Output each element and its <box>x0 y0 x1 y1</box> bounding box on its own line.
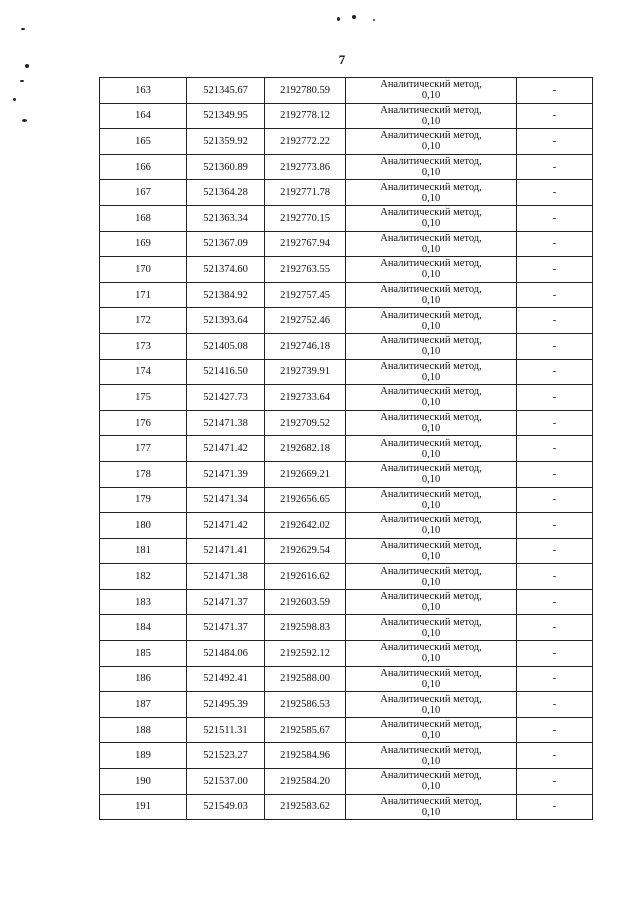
accuracy-value: 0,10 <box>421 295 441 307</box>
table-row <box>100 641 593 667</box>
point-number-cell: 180 <box>100 513 187 539</box>
x-coordinate-cell: 521523.27 <box>187 743 265 769</box>
accuracy-value: 0,10 <box>421 499 441 511</box>
x-coordinate-cell: 521484.06 <box>187 641 265 667</box>
x-coordinate-cell: 521405.08 <box>187 333 265 359</box>
point-number-cell: 178 <box>100 461 187 487</box>
method-cell <box>346 461 517 487</box>
method-label: Аналитический метод, <box>380 386 482 398</box>
x-coordinate-cell: 521471.42 <box>187 436 265 462</box>
x-coordinate-cell: 521471.34 <box>187 487 265 513</box>
note-cell: - <box>517 666 593 692</box>
note-cell: - <box>517 231 593 257</box>
accuracy-value: 0,10 <box>421 371 441 383</box>
x-coordinate-cell: 521349.95 <box>187 103 265 129</box>
method-label: Аналитический метод, <box>380 591 482 603</box>
method-label: Аналитический метод, <box>380 539 482 551</box>
table-row <box>100 282 593 308</box>
accuracy-value: 0,10 <box>421 704 441 716</box>
note-cell: - <box>517 154 593 180</box>
accuracy-value: 0,10 <box>421 218 441 230</box>
method-cell <box>346 487 517 513</box>
point-number-cell: 181 <box>100 538 187 564</box>
accuracy-value: 0,10 <box>421 525 441 537</box>
point-number-cell: 179 <box>100 487 187 513</box>
table-row <box>100 333 593 359</box>
x-coordinate-cell: 521495.39 <box>187 692 265 718</box>
accuracy-value: 0,10 <box>421 397 441 409</box>
note-cell: - <box>517 564 593 590</box>
note-cell: - <box>517 513 593 539</box>
point-number-cell: 167 <box>100 180 187 206</box>
x-coordinate-cell: 521363.34 <box>187 205 265 231</box>
accuracy-value: 0,10 <box>421 602 441 614</box>
y-coordinate-cell: 2192780.59 <box>265 78 346 104</box>
table-row <box>100 487 593 513</box>
point-number-cell: 190 <box>100 769 187 795</box>
point-number-cell: 165 <box>100 129 187 155</box>
accuracy-value: 0,10 <box>421 167 441 179</box>
accuracy-value: 0,10 <box>421 269 441 281</box>
y-coordinate-cell: 2192598.83 <box>265 615 346 641</box>
method-cell <box>346 78 517 104</box>
note-cell: - <box>517 692 593 718</box>
accuracy-value: 0,10 <box>421 90 441 102</box>
method-cell <box>346 282 517 308</box>
x-coordinate-cell: 521360.89 <box>187 154 265 180</box>
point-number-cell: 171 <box>100 282 187 308</box>
x-coordinate-cell: 521471.42 <box>187 513 265 539</box>
method-cell <box>346 615 517 641</box>
note-cell: - <box>517 205 593 231</box>
method-cell <box>346 692 517 718</box>
table-row <box>100 359 593 385</box>
coordinates-table-body <box>100 78 593 820</box>
table-row <box>100 513 593 539</box>
table-row <box>100 589 593 615</box>
note-cell: - <box>517 615 593 641</box>
table-row <box>100 78 593 104</box>
y-coordinate-cell: 2192656.65 <box>265 487 346 513</box>
note-cell: - <box>517 769 593 795</box>
x-coordinate-cell: 521471.37 <box>187 615 265 641</box>
page-number: 7 <box>338 52 346 67</box>
table-row <box>100 257 593 283</box>
table-row <box>100 205 593 231</box>
table-row <box>100 129 593 155</box>
x-coordinate-cell: 521537.00 <box>187 769 265 795</box>
note-cell: - <box>517 180 593 206</box>
method-cell <box>346 641 517 667</box>
point-number-cell: 174 <box>100 359 187 385</box>
point-number-cell: 186 <box>100 666 187 692</box>
point-number-cell: 183 <box>100 589 187 615</box>
method-cell <box>346 436 517 462</box>
table-row <box>100 436 593 462</box>
method-label: Аналитический метод, <box>380 284 482 296</box>
accuracy-value: 0,10 <box>421 755 441 767</box>
note-cell: - <box>517 743 593 769</box>
y-coordinate-cell: 2192773.86 <box>265 154 346 180</box>
method-cell <box>346 359 517 385</box>
method-label: Аналитический метод, <box>380 463 482 475</box>
note-cell: - <box>517 589 593 615</box>
accuracy-value: 0,10 <box>421 730 441 742</box>
method-label: Аналитический метод, <box>380 79 482 91</box>
note-cell: - <box>517 359 593 385</box>
y-coordinate-cell: 2192771.78 <box>265 180 346 206</box>
note-cell: - <box>517 78 593 104</box>
note-cell: - <box>517 333 593 359</box>
table-row <box>100 538 593 564</box>
point-number-cell: 188 <box>100 717 187 743</box>
x-coordinate-cell: 521384.92 <box>187 282 265 308</box>
y-coordinate-cell: 2192752.46 <box>265 308 346 334</box>
method-cell <box>346 385 517 411</box>
table-row <box>100 154 593 180</box>
accuracy-value: 0,10 <box>421 320 441 332</box>
y-coordinate-cell: 2192616.62 <box>265 564 346 590</box>
table-row <box>100 564 593 590</box>
y-coordinate-cell: 2192584.20 <box>265 769 346 795</box>
point-number-cell: 175 <box>100 385 187 411</box>
table-row <box>100 743 593 769</box>
y-coordinate-cell: 2192767.94 <box>265 231 346 257</box>
accuracy-value: 0,10 <box>421 806 441 818</box>
accuracy-value: 0,10 <box>421 448 441 460</box>
note-cell: - <box>517 385 593 411</box>
point-number-cell: 173 <box>100 333 187 359</box>
y-coordinate-cell: 2192669.21 <box>265 461 346 487</box>
method-label: Аналитический метод, <box>380 104 482 116</box>
accuracy-value: 0,10 <box>421 781 441 793</box>
accuracy-value: 0,10 <box>421 346 441 358</box>
x-coordinate-cell: 521364.28 <box>187 180 265 206</box>
note-cell: - <box>517 129 593 155</box>
accuracy-value: 0,10 <box>421 474 441 486</box>
method-cell <box>346 231 517 257</box>
coordinates-table <box>99 77 593 820</box>
accuracy-value: 0,10 <box>421 678 441 690</box>
method-cell <box>346 564 517 590</box>
note-cell: - <box>517 282 593 308</box>
table-row <box>100 231 593 257</box>
scan-mark <box>337 17 340 21</box>
x-coordinate-cell: 521471.38 <box>187 564 265 590</box>
method-cell <box>346 257 517 283</box>
method-label: Аналитический метод, <box>380 258 482 270</box>
x-coordinate-cell: 521471.39 <box>187 461 265 487</box>
method-cell <box>346 589 517 615</box>
y-coordinate-cell: 2192682.18 <box>265 436 346 462</box>
method-label: Аналитический метод, <box>380 693 482 705</box>
method-cell <box>346 180 517 206</box>
method-cell <box>346 154 517 180</box>
method-cell <box>346 666 517 692</box>
note-cell: - <box>517 257 593 283</box>
method-label: Аналитический метод, <box>380 335 482 347</box>
point-number-cell: 177 <box>100 436 187 462</box>
y-coordinate-cell: 2192642.02 <box>265 513 346 539</box>
point-number-cell: 166 <box>100 154 187 180</box>
method-cell <box>346 103 517 129</box>
point-number-cell: 176 <box>100 410 187 436</box>
method-label: Аналитический метод, <box>380 360 482 372</box>
x-coordinate-cell: 521367.09 <box>187 231 265 257</box>
method-cell <box>346 717 517 743</box>
method-label: Аналитический метод, <box>380 488 482 500</box>
scan-mark <box>22 119 27 122</box>
table-row <box>100 385 593 411</box>
method-label: Аналитический метод, <box>380 412 482 424</box>
x-coordinate-cell: 521471.38 <box>187 410 265 436</box>
x-coordinate-cell: 521471.37 <box>187 589 265 615</box>
accuracy-value: 0,10 <box>421 243 441 255</box>
method-cell <box>346 410 517 436</box>
scan-mark <box>25 64 29 68</box>
point-number-cell: 169 <box>100 231 187 257</box>
x-coordinate-cell: 521416.50 <box>187 359 265 385</box>
method-cell <box>346 769 517 795</box>
method-label: Аналитический метод, <box>380 437 482 449</box>
method-label: Аналитический метод, <box>380 565 482 577</box>
y-coordinate-cell: 2192585.67 <box>265 717 346 743</box>
point-number-cell: 185 <box>100 641 187 667</box>
method-cell <box>346 333 517 359</box>
method-label: Аналитический метод, <box>380 309 482 321</box>
note-cell: - <box>517 538 593 564</box>
x-coordinate-cell: 521359.92 <box>187 129 265 155</box>
scan-mark <box>20 80 24 82</box>
point-number-cell: 184 <box>100 615 187 641</box>
table-row <box>100 615 593 641</box>
y-coordinate-cell: 2192739.91 <box>265 359 346 385</box>
y-coordinate-cell: 2192603.59 <box>265 589 346 615</box>
table-row <box>100 769 593 795</box>
y-coordinate-cell: 2192586.53 <box>265 692 346 718</box>
method-cell <box>346 513 517 539</box>
note-cell: - <box>517 103 593 129</box>
accuracy-value: 0,10 <box>421 423 441 435</box>
method-cell <box>346 308 517 334</box>
method-cell <box>346 538 517 564</box>
method-label: Аналитический метод, <box>380 156 482 168</box>
method-label: Аналитический метод, <box>380 642 482 654</box>
table-row <box>100 692 593 718</box>
y-coordinate-cell: 2192770.15 <box>265 205 346 231</box>
accuracy-value: 0,10 <box>421 192 441 204</box>
y-coordinate-cell: 2192733.64 <box>265 385 346 411</box>
scan-mark <box>373 19 375 21</box>
y-coordinate-cell: 2192583.62 <box>265 794 346 820</box>
y-coordinate-cell: 2192584.96 <box>265 743 346 769</box>
note-cell: - <box>517 794 593 820</box>
method-cell <box>346 129 517 155</box>
method-label: Аналитический метод, <box>380 795 482 807</box>
note-cell: - <box>517 487 593 513</box>
method-label: Аналитический метод, <box>380 770 482 782</box>
point-number-cell: 191 <box>100 794 187 820</box>
note-cell: - <box>517 410 593 436</box>
point-number-cell: 187 <box>100 692 187 718</box>
y-coordinate-cell: 2192778.12 <box>265 103 346 129</box>
method-label: Аналитический метод, <box>380 616 482 628</box>
note-cell: - <box>517 641 593 667</box>
table-row <box>100 308 593 334</box>
point-number-cell: 189 <box>100 743 187 769</box>
y-coordinate-cell: 2192629.54 <box>265 538 346 564</box>
accuracy-value: 0,10 <box>421 627 441 639</box>
x-coordinate-cell: 521511.31 <box>187 717 265 743</box>
method-label: Аналитический метод, <box>380 181 482 193</box>
accuracy-value: 0,10 <box>421 653 441 665</box>
point-number-cell: 172 <box>100 308 187 334</box>
accuracy-value: 0,10 <box>421 550 441 562</box>
table-row <box>100 103 593 129</box>
y-coordinate-cell: 2192746.18 <box>265 333 346 359</box>
table-row <box>100 666 593 692</box>
scan-mark <box>13 98 16 101</box>
table-row <box>100 717 593 743</box>
x-coordinate-cell: 521471.41 <box>187 538 265 564</box>
point-number-cell: 168 <box>100 205 187 231</box>
table-row <box>100 461 593 487</box>
method-cell <box>346 794 517 820</box>
method-label: Аналитический метод, <box>380 514 482 526</box>
y-coordinate-cell: 2192709.52 <box>265 410 346 436</box>
y-coordinate-cell: 2192592.12 <box>265 641 346 667</box>
method-label: Аналитический метод, <box>380 719 482 731</box>
table-row <box>100 410 593 436</box>
x-coordinate-cell: 521374.60 <box>187 257 265 283</box>
y-coordinate-cell: 2192772.22 <box>265 129 346 155</box>
accuracy-value: 0,10 <box>421 115 441 127</box>
x-coordinate-cell: 521549.03 <box>187 794 265 820</box>
point-number-cell: 164 <box>100 103 187 129</box>
note-cell: - <box>517 717 593 743</box>
x-coordinate-cell: 521345.67 <box>187 78 265 104</box>
x-coordinate-cell: 521492.41 <box>187 666 265 692</box>
table-row <box>100 794 593 820</box>
accuracy-value: 0,10 <box>421 141 441 153</box>
scan-mark <box>21 28 25 30</box>
method-cell <box>346 205 517 231</box>
method-label: Аналитический метод, <box>380 130 482 142</box>
point-number-cell: 170 <box>100 257 187 283</box>
accuracy-value: 0,10 <box>421 576 441 588</box>
y-coordinate-cell: 2192763.55 <box>265 257 346 283</box>
scan-mark <box>352 15 356 19</box>
method-label: Аналитический метод, <box>380 667 482 679</box>
note-cell: - <box>517 461 593 487</box>
x-coordinate-cell: 521393.64 <box>187 308 265 334</box>
note-cell: - <box>517 308 593 334</box>
y-coordinate-cell: 2192757.45 <box>265 282 346 308</box>
point-number-cell: 182 <box>100 564 187 590</box>
x-coordinate-cell: 521427.73 <box>187 385 265 411</box>
y-coordinate-cell: 2192588.00 <box>265 666 346 692</box>
method-label: Аналитический метод, <box>380 232 482 244</box>
method-cell <box>346 743 517 769</box>
table-row <box>100 180 593 206</box>
point-number-cell: 163 <box>100 78 187 104</box>
method-label: Аналитический метод, <box>380 744 482 756</box>
method-label: Аналитический метод, <box>380 207 482 219</box>
note-cell: - <box>517 436 593 462</box>
